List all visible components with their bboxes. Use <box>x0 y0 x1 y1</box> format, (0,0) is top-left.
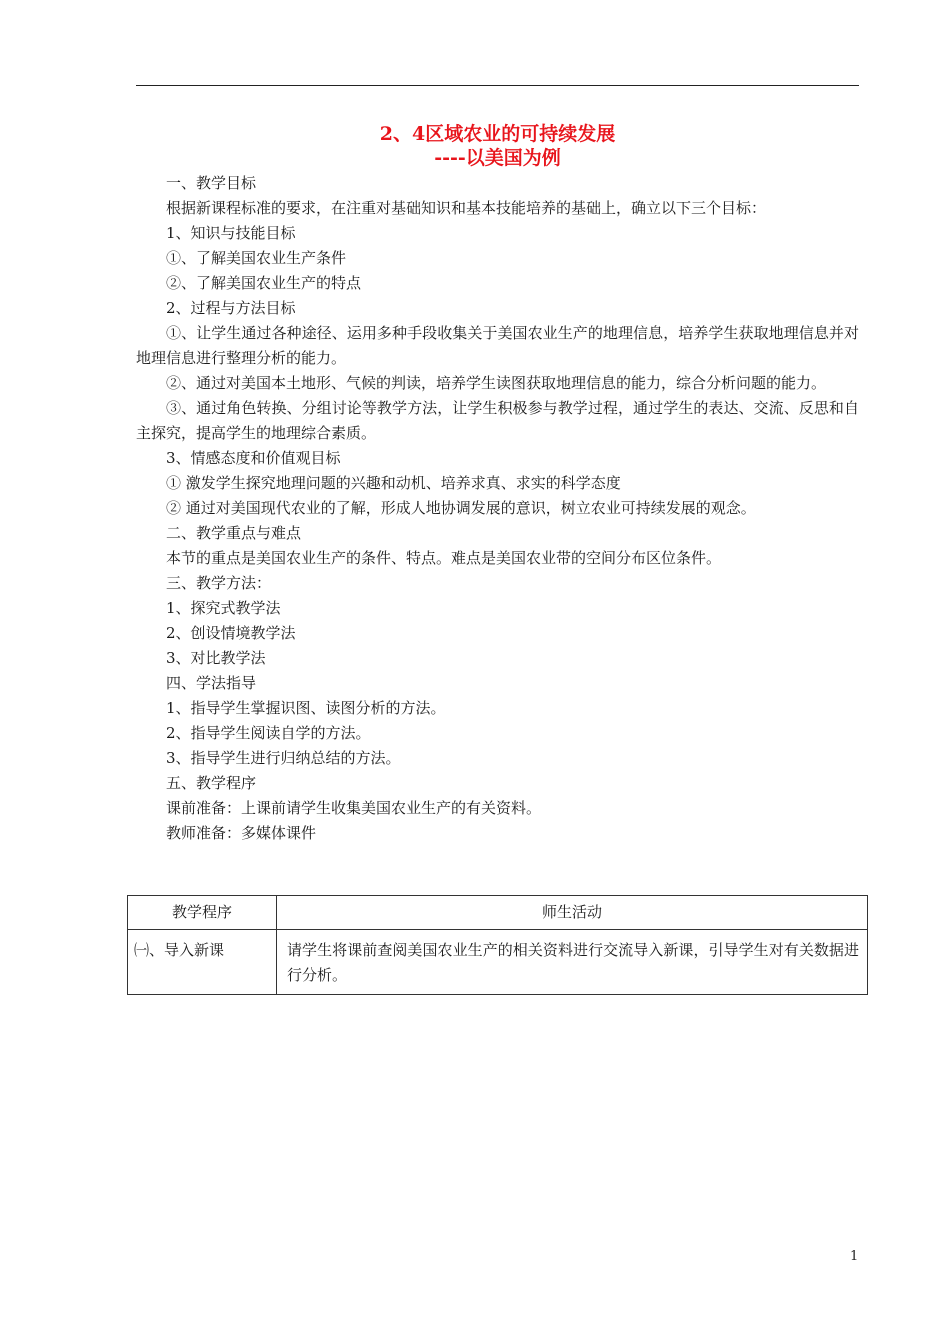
emotion-item-1: ① 激发学生探究地理问题的兴趣和动机、培养求真、求实的科学态度 <box>166 474 621 492</box>
process-heading: 2、过程与方法目标 <box>166 299 296 317</box>
emotion-item-2: ② 通过对美国现代农业的了解，形成人地协调发展的意识，树立农业可持续发展的观念。 <box>166 499 756 517</box>
guidance-item-3: 3、指导学生进行归纳总结的方法。 <box>166 749 401 767</box>
focus-text: 本节的重点是美国农业生产的条件、特点。难点是美国农业带的空间分布区位条件。 <box>166 549 722 567</box>
guidance-item-1: 1、指导学生掌握识图、读图分析的方法。 <box>166 699 446 717</box>
method-item-3: 3、对比教学法 <box>166 649 266 667</box>
knowledge-item-1: ①、了解美国农业生产条件 <box>166 249 347 267</box>
document-title: 2、4区域农业的可持续发展 <box>379 123 616 145</box>
process-item-3: ③、通过角色转换、分组讨论等教学方法，让学生积极参与教学过程，通过学生的表达、交流、反思和自主探究，提高学生的地理综合素质。 <box>136 399 859 442</box>
section-heading-methods: 三、教学方法： <box>166 574 272 592</box>
prep-student: 课前准备：上课前请学生收集美国农业生产的有关资料。 <box>166 799 542 817</box>
section-heading-objectives: 一、教学目标 <box>166 174 257 192</box>
table-header-row <box>128 896 868 930</box>
table-cell-activity: 请学生将课前查阅美国农业生产的相关资料进行交流导入新课，引导学生对有关数据进行分析。 <box>277 930 868 995</box>
section-heading-focus: 二、教学重点与难点 <box>166 524 302 542</box>
objectives-intro: 根据新课程标准的要求，在注重对基础知识和基本技能培养的基础上，确立以下三个目标： <box>166 199 767 217</box>
document-body <box>136 171 859 846</box>
page-number: 1 <box>850 1249 859 1264</box>
guidance-item-2: 2、指导学生阅读自学的方法。 <box>166 724 371 742</box>
process-item-1: ①、让学生通过各种途径、运用多种手段收集关于美国农业生产的地理信息，培养学生获取地理信息并对地理信息进行整理分析的能力。 <box>136 324 859 367</box>
table-header-activity: 师生活动 <box>277 896 868 930</box>
knowledge-heading: 1、知识与技能目标 <box>166 224 296 242</box>
method-item-2: 2、创设情境教学法 <box>166 624 296 642</box>
section-heading-procedure: 五、教学程序 <box>166 774 257 792</box>
lesson-procedure-table <box>127 895 868 995</box>
table-row <box>128 930 868 995</box>
emotion-heading: 3、情感态度和价值观目标 <box>166 449 341 467</box>
method-item-1: 1、探究式教学法 <box>166 599 281 617</box>
table-cell-step: ㈠、导入新课 <box>128 930 277 995</box>
section-heading-guidance: 四、学法指导 <box>166 674 257 692</box>
header-rule <box>136 85 859 86</box>
knowledge-item-2: ②、了解美国农业生产的特点 <box>166 274 362 292</box>
table-header-step: 教学程序 <box>128 896 277 930</box>
prep-teacher: 教师准备：多媒体课件 <box>166 824 317 842</box>
process-item-2: ②、通过对美国本土地形、气候的判读，培养学生读图获取地理信息的能力，综合分析问题的能力。 <box>166 374 827 392</box>
document-subtitle: ----以美国为例 <box>434 147 561 169</box>
